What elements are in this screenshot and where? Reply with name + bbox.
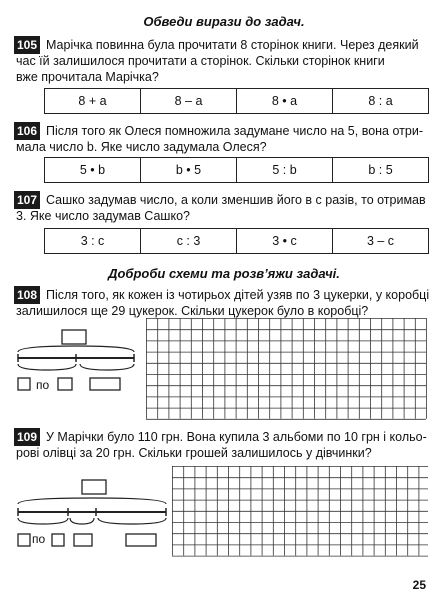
- task-108-text: [16, 287, 428, 319]
- scheme-109-rest-box[interactable]: [126, 534, 156, 546]
- task-106-line-2: мала число b. Яке число задумала Олеся?: [16, 140, 267, 154]
- section-heading-choose-expressions: Обведи вирази до задач.: [143, 14, 305, 29]
- task-107-line-1: Сашко задумав число, а коли зменшив його в с разів, то отримав: [46, 193, 426, 207]
- scheme-108-top-brace: [18, 346, 134, 352]
- task-105-options: [44, 88, 429, 114]
- task-106-options: [44, 157, 429, 183]
- task-107-option-4[interactable]: 3 – c: [366, 234, 395, 248]
- task-105-text: [16, 37, 428, 85]
- task-number-109: 109: [14, 428, 40, 446]
- task-109-line-2: рові олівці за 20 грн. Скільки грошей залишилось у дівчинки?: [16, 446, 372, 460]
- task-106-line-1: Після того як Олеся помножила задумане число на 5, вона отри-: [46, 124, 423, 138]
- task-107-option-2[interactable]: c : 3: [141, 229, 237, 253]
- scheme-109-total-box[interactable]: [82, 480, 106, 494]
- task-107-option-3[interactable]: 3 • c: [237, 229, 333, 253]
- task-number-106: 106: [14, 122, 40, 140]
- task-number-105: 105: [14, 36, 40, 54]
- task-number-107: 107: [14, 191, 40, 209]
- scheme-108-per-box[interactable]: [58, 378, 72, 390]
- scheme-109-pencils-box[interactable]: [74, 534, 92, 546]
- task-105-line-3: вже прочитала Марічка?: [16, 70, 159, 84]
- scheme-108-po-label: по: [36, 378, 50, 392]
- task-105-option-2[interactable]: 8 – a: [141, 89, 237, 113]
- task-107-options: [44, 228, 429, 254]
- grid-109-svg: [172, 466, 428, 564]
- task-107-text: [16, 192, 428, 224]
- scheme-109-per-box[interactable]: [52, 534, 64, 546]
- task-109-line-1: У Марічки було 110 грн. Вона купила 3 альбоми по 10 грн і кольо-: [46, 430, 427, 444]
- task-107-option-1[interactable]: 3 : c: [45, 229, 141, 253]
- task-108-answer-grid[interactable]: [146, 318, 428, 420]
- section-heading-complete-schemes: Доброби схеми та розв’яжи задачі.: [108, 266, 340, 281]
- task-109-text: [16, 429, 428, 461]
- task-106-option-2[interactable]: b • 5: [141, 158, 237, 182]
- scheme-109-po-label: по: [32, 532, 46, 546]
- task-108-scheme: [14, 328, 144, 400]
- scheme-108-rest-box[interactable]: [90, 378, 120, 390]
- task-105-line-2: час їй залишилося прочитати а сторінок. Скільки сторінок книги: [16, 54, 385, 68]
- scheme-108-total-box[interactable]: [62, 330, 86, 344]
- grid-108-svg: [146, 318, 428, 420]
- task-105-option-1[interactable]: 8 + a: [45, 89, 141, 113]
- page-number: 25: [412, 578, 426, 592]
- task-107-line-2: 3. Яке число задумав Сашко?: [16, 209, 190, 223]
- task-109-answer-grid[interactable]: [172, 466, 428, 564]
- task-106-option-1[interactable]: 5 • b: [45, 158, 141, 182]
- task-106-option-3[interactable]: 5 : b: [237, 158, 333, 182]
- task-number-108: 108: [14, 286, 40, 304]
- task-108-line-2: залишилося ще 29 цукерок. Скільки цукерок було в коробці?: [16, 304, 369, 318]
- task-105-option-3[interactable]: 8 • a: [237, 89, 333, 113]
- scheme-108-count-box[interactable]: [18, 378, 30, 390]
- task-106-option-4[interactable]: b : 5: [368, 163, 393, 177]
- task-108-line-1: Після того, як кожен із чотирьох дітей узяв по 3 цукерки, у коробці: [46, 288, 430, 302]
- scheme-109-top-brace: [18, 498, 166, 504]
- task-106-text: [16, 123, 428, 155]
- task-105-option-4[interactable]: 8 : a: [368, 94, 393, 108]
- scheme-109-count-box[interactable]: [18, 534, 30, 546]
- task-105-line-1: Марічка повинна була прочитати 8 сторінок книги. Через деякий: [46, 38, 419, 52]
